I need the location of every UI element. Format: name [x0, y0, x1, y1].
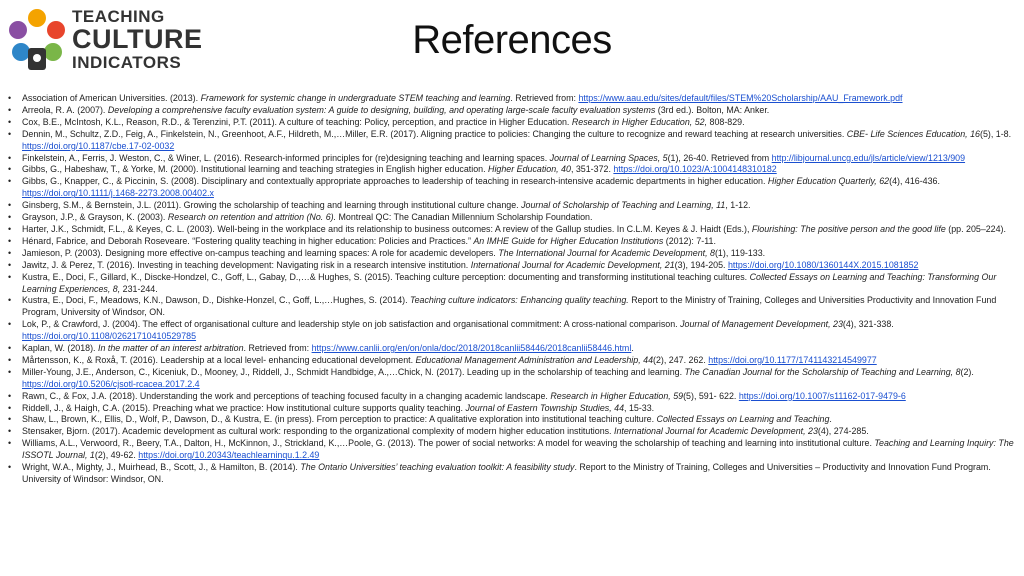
reference-text: Dennin, M., Schultz, Z.D., Feig, A., Finkelstein, N., Greenhoot, A.F., Hildreth, M.,…Miller, E.R. (2017). Aligning practice to policies: Changing the culture to recognize and reward teaching at research universities. — [22, 128, 847, 139]
reference-link[interactable]: https://doi.org/10.1023/A:1004148310182 — [613, 164, 777, 175]
reference-text: 231-244. — [120, 283, 158, 294]
reference-text: (4), 416-436. — [889, 176, 940, 187]
reference-item — [8, 129, 1014, 153]
reference-text: (3rd ed.). Bolton, MA: Anker. — [655, 104, 770, 115]
reference-text: (4), 321-338. — [842, 319, 894, 330]
reference-source: International Journal for Academic Development, 21 — [470, 259, 675, 270]
reference-link[interactable]: https://www.aau.edu/sites/default/files/STEM%20Scholarship/AAU_Framework.pdf — [578, 93, 903, 103]
reference-list — [8, 93, 1014, 486]
reference-text: Kustra, E., Doci, F., Gillard, K., Discke-Hondzel, C., Goff, L., Gabay, D.,…& Hughes, S. (2015). Teaching culture perception: documenting and transforming institutional teaching cultures. — [22, 271, 750, 282]
reference-text: Riddell, J., & Haigh, C.A. (2015). Preaching what we practice: How institutional culture supports quality teaching. — [22, 402, 466, 413]
reference-item — [8, 426, 1014, 438]
reference-source: Journal of Eastern Township Studies, 44 — [465, 402, 625, 413]
reference-text: Finkelstein, A., Ferris, J. Weston, C., & Winer, L. (2016). Research-informed principles for (re)designing teaching and learning spaces. — [22, 152, 550, 163]
reference-text: Ginsberg, S.M., & Bernstein, J.L. (2011). Growing the scholarship of teaching and learning through institutional culture change. — [22, 200, 522, 211]
reference-source: Journal of Management Development, 23 — [680, 319, 843, 330]
reference-source: CBE- Life Sciences Education, 16 — [846, 128, 980, 139]
reference-item — [8, 260, 1014, 272]
reference-text: (4), 274-285. — [817, 426, 869, 437]
reference-text: Kaplan, W. (2018). — [22, 343, 98, 354]
reference-text: Gibbs, G., Habeshaw, T., & Yorke, M. (2000). Institutional learning and teaching strategies in English higher education. — [22, 164, 489, 175]
reference-text: (2). — [960, 366, 974, 377]
reference-text: (5), 1-8. — [979, 128, 1012, 139]
reference-text: Mårtensson, K., & Roxå, T. (2016). Leadership at a local level- enhancing educational development. — [22, 354, 416, 365]
reference-text: Rawn, C., & Fox, J.A. (2018). Understanding the work and perceptions of teaching focused faculty in a changing academic landscape. — [22, 390, 551, 401]
reference-link[interactable]: https://doi.org/10.5206/cjsotl-rcacea.2017.2.4 — [22, 378, 200, 389]
reference-text: . — [829, 414, 832, 425]
reference-link[interactable]: https://doi.org/10.1111/j.1468-2273.2008.00402.x — [22, 188, 214, 199]
reference-source: Journal of Scholarship of Teaching and Learning, 11 — [521, 200, 726, 211]
reference-link[interactable]: http://libjournal.uncg.edu/jls/article/view/1213/909 — [771, 152, 966, 163]
reference-text: Shaw, L., Brown, K., Ellis, D., Wolf, P., Dawson, D., & Kustra, E. (in press). From perception to practice: A qualitative exploration into institutional teaching culture. — [22, 414, 657, 425]
logo-line-2: CULTURE — [72, 24, 203, 54]
logo-line-3: INDICATORS — [72, 53, 182, 72]
reference-item — [8, 367, 1014, 391]
reference-text: , 15-33. — [624, 402, 655, 413]
reference-text: Arreola, R. A. (2007). — [22, 104, 108, 115]
reference-text: Association of American Universities. (2013). — [22, 93, 201, 103]
reference-item — [8, 224, 1014, 236]
reference-text: (2), 49-62. — [94, 450, 139, 461]
reference-item — [8, 212, 1014, 224]
reference-text: (1), 26-40. Retrieved from — [667, 152, 772, 163]
reference-text: Report to the Ministry of Training, Colleges and Universities Productivity and Innovation Fund Program, University of Windsor, ON. — [22, 295, 997, 318]
reference-link[interactable]: https://doi.org/10.1080/1360144X.2015.1081852 — [727, 259, 919, 270]
reference-item — [8, 236, 1014, 248]
reference-text: (3), 194-205. — [674, 259, 728, 270]
reference-text: . Retrieved from: — [243, 343, 312, 354]
reference-text: Cox, B.E., McIntosh, K.L., Reason, R.D., & Terenzini, P.T. (2011). A culture of teaching: Policy, perception, and practice in Higher Education. — [22, 116, 572, 127]
reference-source: Educational Management Administration and Leadership, 44 — [415, 354, 654, 365]
reference-item — [8, 117, 1014, 129]
reference-text: Hénard, Fabrice, and Deborah Roseveare. “Fostering quality teaching in higher education: Policies and Practices.” — [22, 235, 474, 246]
page-title: References — [412, 18, 612, 62]
reference-item — [8, 438, 1014, 462]
reference-item — [8, 105, 1014, 117]
reference-item — [8, 272, 1014, 296]
reference-text: Miller-Young, J.E., Anderson, C., Kiceniuk, D., Mooney, J., Riddell, J., Schmidt Handbidge, A.,…Chick, N. (2017). Leading up in the scholarship of teaching and learning. — [22, 366, 685, 377]
reference-source: Journal of Learning Spaces, 5 — [549, 152, 668, 163]
reference-text: Gibbs, G., Knapper, C., & Piccinin, S. (2008). Disciplinary and contextually appropriate approaches to leadership of teaching in research-intensive academic departments in higher education. — [22, 176, 768, 187]
reference-suffix: . — [631, 343, 634, 354]
reference-text: , 1-12. — [725, 200, 751, 211]
reference-text: Kustra, E., Doci, F., Meadows, K.N., Dawson, D., Dishke-Honzel, C., Goff, L.,…Hughes, S. (2014). — [22, 295, 411, 306]
logo-line-1: TEACHING — [72, 7, 165, 26]
reference-source: Framework for systemic change in undergraduate STEM teaching and learning — [200, 93, 511, 103]
reference-link[interactable]: https://doi.org/10.1108/02621710410529785 — [22, 331, 197, 342]
reference-text: (2), 247. 262. — [653, 354, 709, 365]
reference-text: . Retrieved from: — [510, 93, 579, 103]
reference-source: Research in Higher Education, 52, — [571, 116, 708, 127]
reference-source: The Canadian Journal for the Scholarship of Teaching and Learning, 8 — [684, 366, 961, 377]
reference-text: 808-829. — [707, 116, 745, 127]
reference-item — [8, 355, 1014, 367]
reference-link[interactable]: https://doi.org/10.1177/1741143214549977 — [708, 354, 877, 365]
reference-text: Harter, J.K., Schmidt, F.L., & Keyes, C. L. (2003). Well-being in the workplace and its relationship to business outcomes: A review of the Gallup studies. In C.L.M. Keyes & J. Haidt (Eds.), — [22, 223, 752, 234]
reference-text: , 351-372. — [570, 164, 614, 175]
reference-source: Collected Essays on Learning and Teaching — [656, 414, 830, 425]
reference-source: Teaching culture indicators: Enhancing quality teaching. — [410, 295, 629, 306]
reference-item — [8, 462, 1014, 486]
reference-text: (2012): 7-11. — [663, 235, 716, 246]
reference-source: Research on retention and attrition (No. 6). — [167, 212, 337, 223]
reference-text: (pp. 205–224). — [945, 223, 1006, 234]
reference-text: (1), 119-133. — [714, 247, 766, 258]
reference-source: Developing a comprehensive faculty evaluation system: A guide to designing, building, and operating large-scale faculty evaluation systems — [107, 104, 656, 115]
reference-source: Higher Education, 40 — [488, 164, 571, 175]
reference-link[interactable]: https://www.canlii.org/en/on/onla/doc/2018/2018canlii58446/2018canlii58446.html — [311, 343, 632, 354]
reference-source: In the matter of an interest arbitration — [97, 343, 244, 354]
reference-text: . Report to the Ministry of Training, Colleges and Universities – Productivity and Innovation Fund Program. University of Windsor: Windsor, ON. — [22, 462, 991, 484]
reference-item — [8, 200, 1014, 212]
reference-item — [8, 164, 1014, 176]
reference-item — [8, 414, 1014, 426]
reference-source: The Ontario Universities’ teaching evaluation toolkit: A feasibility study — [300, 462, 575, 473]
reference-source: Flourishing: The positive person and the good life — [751, 223, 946, 234]
reference-link[interactable]: https://doi.org/10.1187/cbe.17-02-0032 — [22, 140, 175, 151]
reference-text: Wright, W.A., Mighty, J., Muirhead, B., Scott, J., & Hamilton, B. (2014). — [22, 462, 301, 473]
reference-item — [8, 176, 1014, 200]
reference-source: International Journal for Academic Development, 23 — [614, 426, 818, 437]
reference-text: Jawitz, J. & Perez, T. (2016). Investing in teaching development: Navigating risk in a research intensive institution. — [22, 259, 471, 270]
reference-item — [8, 319, 1014, 343]
reference-link[interactable]: https://doi.org/10.1007/s11162-017-9479-6 — [738, 390, 906, 401]
reference-item — [8, 93, 1014, 105]
reference-source: Teaching and Learning Inquiry: The ISSOTL Journal, 1 — [22, 438, 1014, 461]
reference-text: (5), 591- 622. — [683, 390, 739, 401]
reference-source: Collected Essays on Learning and Teaching: Transforming Our Learning Experiences, 8, — [22, 271, 997, 294]
reference-item — [8, 295, 1014, 319]
reference-source: Higher Education Quarterly, 62 — [767, 176, 890, 187]
reference-text: Stensaker, Bjorn. (2017). Academic development as cultural work: responding to the organizational complexity of modern higher education institutions. — [22, 426, 614, 437]
reference-text: Jamieson, P. (2003). Designing more effective on-campus teaching and learning spaces: A role for academic developers. — [22, 247, 499, 258]
reference-source: Research in Higher Education, 59 — [550, 390, 684, 401]
reference-source: An IMHE Guide for Higher Education Institutions — [473, 235, 664, 246]
reference-text: Williams, A.L., Verwoord, R., Beery, T.A., Dalton, H., McKinnon, J., Strickland, K.,…Poole, G. (2013). The power of social networks: A model for weaving the scholarship of teaching and learning into institutional culture. — [22, 438, 875, 449]
reference-text: Lok, P., & Crawford, J. (2004). The effect of organisational culture and leadership style on job satisfaction and organisational commitment: A cross-national comparison. — [22, 319, 681, 330]
reference-item — [8, 248, 1014, 260]
reference-link[interactable]: https://doi.org/10.20343/teachlearninqu.1.2.49 — [138, 450, 320, 461]
reference-item — [8, 343, 1014, 355]
reference-item — [8, 391, 1014, 403]
reference-source: The International Journal for Academic Development, 8 — [498, 247, 715, 258]
reference-text: Grayson, J.P., & Grayson, K. (2003). — [22, 212, 168, 223]
reference-text: Montreal QC: The Canadian Millennium Scholarship Foundation. — [336, 212, 593, 223]
reference-item — [8, 403, 1014, 415]
reference-item — [8, 153, 1014, 165]
